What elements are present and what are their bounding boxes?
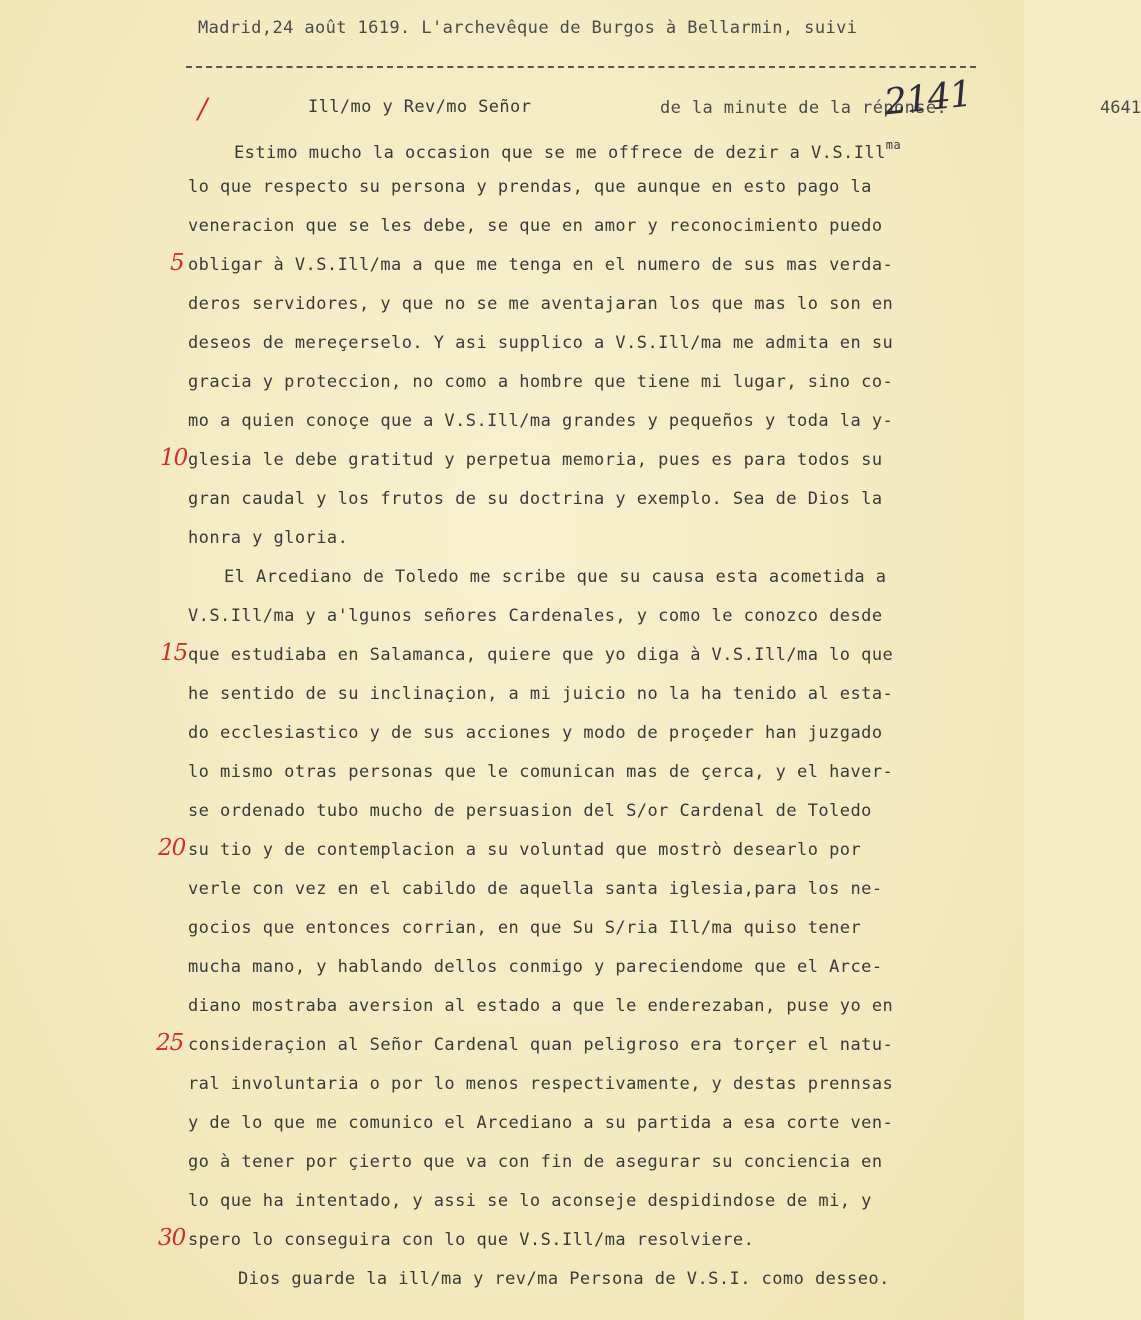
text-line-24: consideraçion al Señor Cardenal quan peligroso era torçer el natu- xyxy=(188,1035,894,1055)
text-line-5: deros servidores, y que no se me aventajaran los que mas lo son en xyxy=(188,294,894,314)
margin-line-number-25: 25 xyxy=(156,1030,184,1056)
text-line-26: y de lo que me comunico el Arcediano a su partida a esa corte ven- xyxy=(188,1113,894,1133)
superscript-ma: ma xyxy=(885,138,902,152)
margin-line-number-30: 30 xyxy=(158,1225,186,1251)
text-line-1: Estimo mucho la occasion que se me offrece de dezir a V.S.Ill$^{ma}$ xyxy=(234,138,902,163)
text-line-30: Dios guarde la ill/ma y rev/ma Persona de V.S.I. como desseo. xyxy=(238,1269,890,1289)
text-line-7: gracia y proteccion, no como a hombre que tiene mi lugar, sino co- xyxy=(188,372,894,392)
text-line-14: que estudiaba en Salamanca, quiere que yo diga à V.S.Ill/ma lo que xyxy=(188,645,894,665)
margin-slash-mark: / xyxy=(198,92,208,125)
text-line-22: mucha mano, y hablando dellos conmigo y pareciendome que el Arce- xyxy=(188,957,883,977)
text-line-13: V.S.Ill/ma y a'lgunos señores Cardenales, y como le conozco desde xyxy=(188,606,883,626)
text-line-21: gocios que entonces corrian, en que Su S/ria Ill/ma quiso tener xyxy=(188,918,862,938)
text-line-20: verle con vez en el cabildo de aquella santa iglesia,para los ne- xyxy=(188,879,883,899)
text-line-27: go à tener por çierto que va con fin de asegurar su conciencia en xyxy=(188,1152,883,1172)
text-line-6: deseos de mereçerselo. Y asi supplico a V.S.Ill/ma me admita en su xyxy=(188,333,894,353)
text-line-17: lo mismo otras personas que le comunican mas de çerca, y el haver- xyxy=(188,762,894,782)
text-line-18: se ordenado tubo mucho de persuasion del S/or Cardenal de Toledo xyxy=(188,801,872,821)
text-line-9: glesia le debe gratitud y perpetua memoria, pues es para todos su xyxy=(188,450,883,470)
text-line-28: lo que ha intentado, y assi se lo aconseje despidindose de mi, y xyxy=(188,1191,872,1211)
handwritten-folio-number: 2141 xyxy=(882,73,974,124)
text-line-11: honra y gloria. xyxy=(188,528,349,548)
text-line-23: diano mostraba aversion al estado a que le enderezaban, puse yo en xyxy=(188,996,894,1016)
text-line-19: su tio y de contemplacion a su voluntad que mostrò desearlo por xyxy=(188,840,862,860)
header-title: Madrid,24 août 1619. L'archevêque de Burgos à Bellarmin, suivi xyxy=(198,18,858,38)
text-line-4: obligar à V.S.Ill/ma a que me tenga en el numero de sus mas verda- xyxy=(188,255,894,275)
text-line-12: El Arcediano de Toledo me scribe que su causa esta acometida a xyxy=(224,567,887,587)
header-subtitle: de la minute de la réponse. xyxy=(660,98,948,118)
margin-line-number-20: 20 xyxy=(158,835,186,861)
text-line-29: spero lo conseguira con lo que V.S.Ill/ma resolviere. xyxy=(188,1230,755,1250)
margin-line-number-15: 15 xyxy=(160,640,188,666)
text-line-10: gran caudal y los frutos de su doctrina y exemplo. Sea de Dios la xyxy=(188,489,883,509)
text-line-2: lo que respecto su persona y prendas, que aunque en esto pago la xyxy=(188,177,872,197)
text-line-25: ral involuntaria o por lo menos respectivamente, y destas prennsas xyxy=(188,1074,894,1094)
margin-line-number-10: 10 xyxy=(160,445,188,471)
text-line-8: mo a quien conoçe que a V.S.Ill/ma grandes y pequeños y toda la y- xyxy=(188,411,894,431)
margin-line-number-5: 5 xyxy=(170,250,184,276)
document-number: 4641 xyxy=(1100,98,1141,118)
text-line-15: he sentido de su inclinaçion, a mi juicio no la ha tenido al esta- xyxy=(188,684,894,704)
text-line-16: do ecclesiastico y de sus acciones y modo de proçeder han juzgado xyxy=(188,723,883,743)
header-divider xyxy=(186,66,976,68)
text-line-3: veneracion que se les debe, se que en amor y reconocimiento puedo xyxy=(188,216,883,236)
salutation: Ill/mo y Rev/mo Señor xyxy=(308,97,532,117)
